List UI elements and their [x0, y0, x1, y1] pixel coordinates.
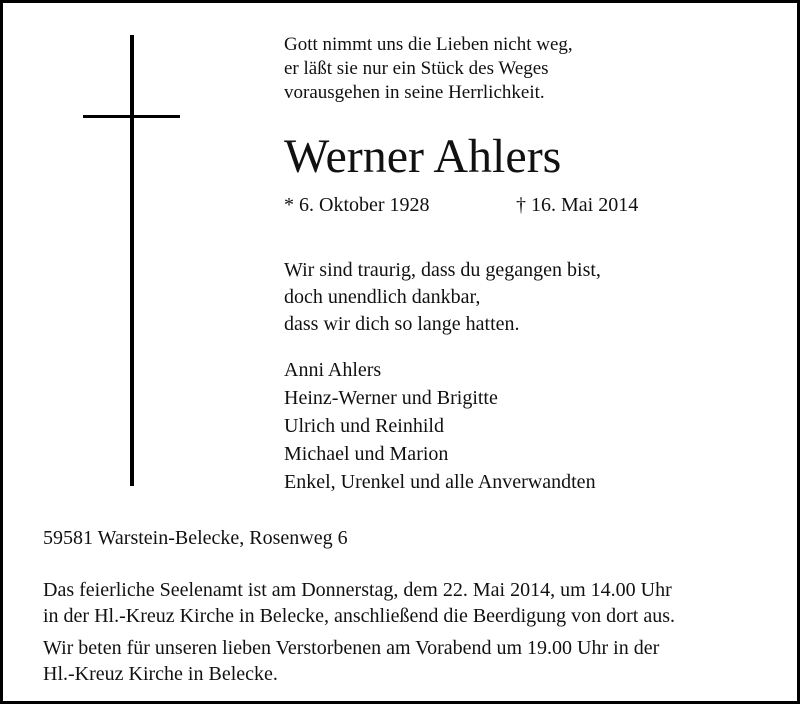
notice-line: in der Hl.-Kreuz Kirche in Belecke, anschließend die Beerdigung von dort aus.	[43, 605, 676, 627]
notice-line: Wir beten für unseren lieben Verstorbenen am Vorabend um 19.00 Uhr in der	[43, 637, 660, 659]
mourner-entry: Michael und Marion	[284, 443, 449, 465]
verse-line: Wir sind traurig, dass du gegangen bist,	[284, 259, 601, 281]
motto-quote	[284, 33, 573, 105]
mourning-verse	[284, 257, 601, 338]
motto-line: er läßt sie nur ein Stück des Weges	[284, 58, 549, 79]
verse-line: doch unendlich dankbar,	[284, 286, 481, 308]
prayer-notice	[43, 635, 659, 687]
death-date: † 16. Mai 2014	[516, 194, 639, 216]
notice-line: Das feierliche Seelenamt ist am Donnerstag, dem 22. Mai 2014, um 14.00 Uhr	[43, 579, 672, 601]
mourner-entry: Heinz-Werner und Brigitte	[284, 387, 498, 409]
cross-icon-vertical-beam	[130, 35, 134, 486]
motto-line: vorausgehen in seine Herrlichkeit.	[284, 82, 545, 103]
mourners-list	[284, 356, 596, 496]
birth-date: * 6. Oktober 1928	[284, 194, 430, 216]
funeral-service-notice	[43, 577, 675, 629]
mourner-entry: Ulrich und Reinhild	[284, 415, 444, 437]
cross-icon-horizontal-beam	[83, 115, 180, 118]
family-address: 59581 Warstein-Belecke, Rosenweg 6	[43, 527, 348, 549]
verse-line: dass wir dich so lange hatten.	[284, 313, 520, 335]
motto-line: Gott nimmt uns die Lieben nicht weg,	[284, 34, 573, 55]
deceased-name: Werner Ahlers	[284, 130, 562, 183]
mourner-entry: Enkel, Urenkel und alle Anverwandten	[284, 471, 596, 493]
mourner-entry: Anni Ahlers	[284, 359, 382, 381]
notice-line: Hl.-Kreuz Kirche in Belecke.	[43, 663, 278, 685]
